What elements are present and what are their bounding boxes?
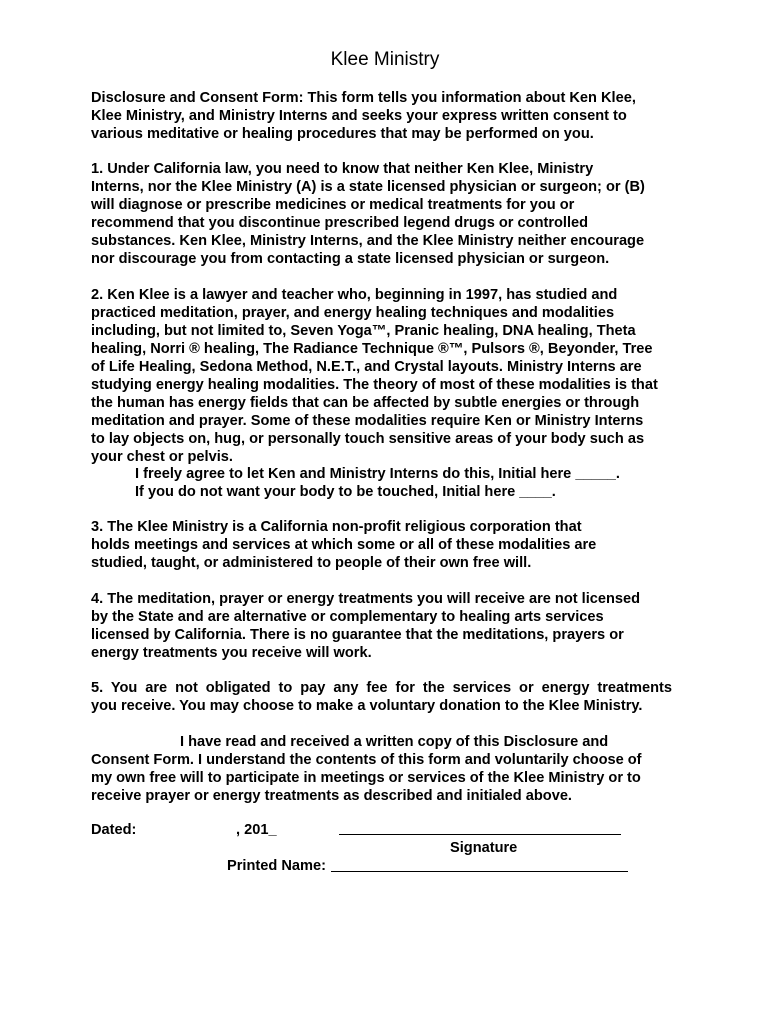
section-2-line: studying energy healing modalities. The theory of most of these modalities is that <box>91 377 658 393</box>
acknowledgement-line: my own free will to participate in meetings or services of the Klee Ministry or to <box>91 770 641 786</box>
section-2-line: the human has energy fields that can be affected by subtle energies or through <box>91 395 640 411</box>
section-1-line: Interns, nor the Klee Ministry (A) is a state licensed physician or surgeon; or (B) <box>91 179 645 195</box>
intro-line: Disclosure and Consent Form: This form tells you information about Ken Klee, <box>91 90 636 106</box>
dated-label: Dated: <box>91 822 137 838</box>
section-2-line: to lay objects on, hug, or personally touch sensitive areas of your body such as <box>91 431 645 447</box>
initial-decline-line: If you do not want your body to be touched, Initial here ____. <box>135 484 556 500</box>
acknowledgement-line: receive prayer or energy treatments as described and initialed above. <box>91 788 572 804</box>
section-4-line: energy treatments you receive will work. <box>91 645 372 661</box>
section-1-line: nor discourage you from contacting a state licensed physician or surgeon. <box>91 251 610 267</box>
section-1-line: substances. Ken Klee, Ministry Interns, and the Klee Ministry neither encourage <box>91 233 645 249</box>
section-2-line: 2. Ken Klee is a lawyer and teacher who, beginning in 1997, has studied and <box>91 287 618 303</box>
section-2-line: your chest or pelvis. <box>91 449 233 465</box>
section-5-line: you receive. You may choose to make a voluntary donation to the Klee Ministry. <box>91 698 643 714</box>
dated-year-text: , 201_ <box>236 822 277 838</box>
section-2-line: of Life Healing, Sedona Method, N.E.T., and Crystal layouts. Ministry Interns are <box>91 359 642 375</box>
printed-name-line[interactable] <box>331 871 628 872</box>
section-4-line: licensed by California. There is no guarantee that the meditations, prayers or <box>91 627 624 643</box>
section-2-line: including, but not limited to, Seven Yoga™, Pranic healing, DNA healing, Theta <box>91 323 636 339</box>
acknowledgement-line: I have read and received a written copy of this Disclosure and <box>180 734 609 750</box>
section-5-line: 5. You are not obligated to pay any fee for the services or energy treatments <box>91 680 672 696</box>
section-2-line: practiced meditation, prayer, and energy healing techniques and modalities <box>91 305 615 321</box>
section-3-line: studied, taught, or administered to people of their own free will. <box>91 555 532 571</box>
section-1-line: will diagnose or prescribe medicines or medical treatments for you or <box>91 197 575 213</box>
section-2-line: meditation and prayer. Some of these modalities require Ken or Ministry Interns <box>91 413 644 429</box>
signature-line[interactable] <box>339 834 621 835</box>
section-4-line: 4. The meditation, prayer or energy treatments you will receive are not licensed <box>91 591 641 607</box>
initial-agree-line: I freely agree to let Ken and Ministry Interns do this, Initial here _____. <box>135 466 620 482</box>
section-4-line: by the State and are alternative or complementary to healing arts services <box>91 609 604 625</box>
section-1-line: recommend that you discontinue prescribed legend drugs or controlled <box>91 215 589 231</box>
section-1-line: 1. Under California law, you need to know that neither Ken Klee, Ministry <box>91 161 594 177</box>
section-3-line: 3. The Klee Ministry is a California non-profit religious corporation that <box>91 519 582 535</box>
section-2-line: healing, Norri ® healing, The Radiance Technique ®™, Pulsors ®, Beyonder, Tree <box>91 341 653 357</box>
page-title: Klee Ministry <box>330 49 440 70</box>
printed-name-label: Printed Name: <box>227 858 326 874</box>
acknowledgement-line: Consent Form. I understand the contents of this form and voluntarily choose of <box>91 752 642 768</box>
intro-line: Klee Ministry, and Ministry Interns and seeks your express written consent to <box>91 108 627 124</box>
intro-line: various meditative or healing procedures that may be performed on you. <box>91 126 594 142</box>
section-3-line: holds meetings and services at which some or all of these modalities are <box>91 537 597 553</box>
signature-label: Signature <box>450 840 518 856</box>
